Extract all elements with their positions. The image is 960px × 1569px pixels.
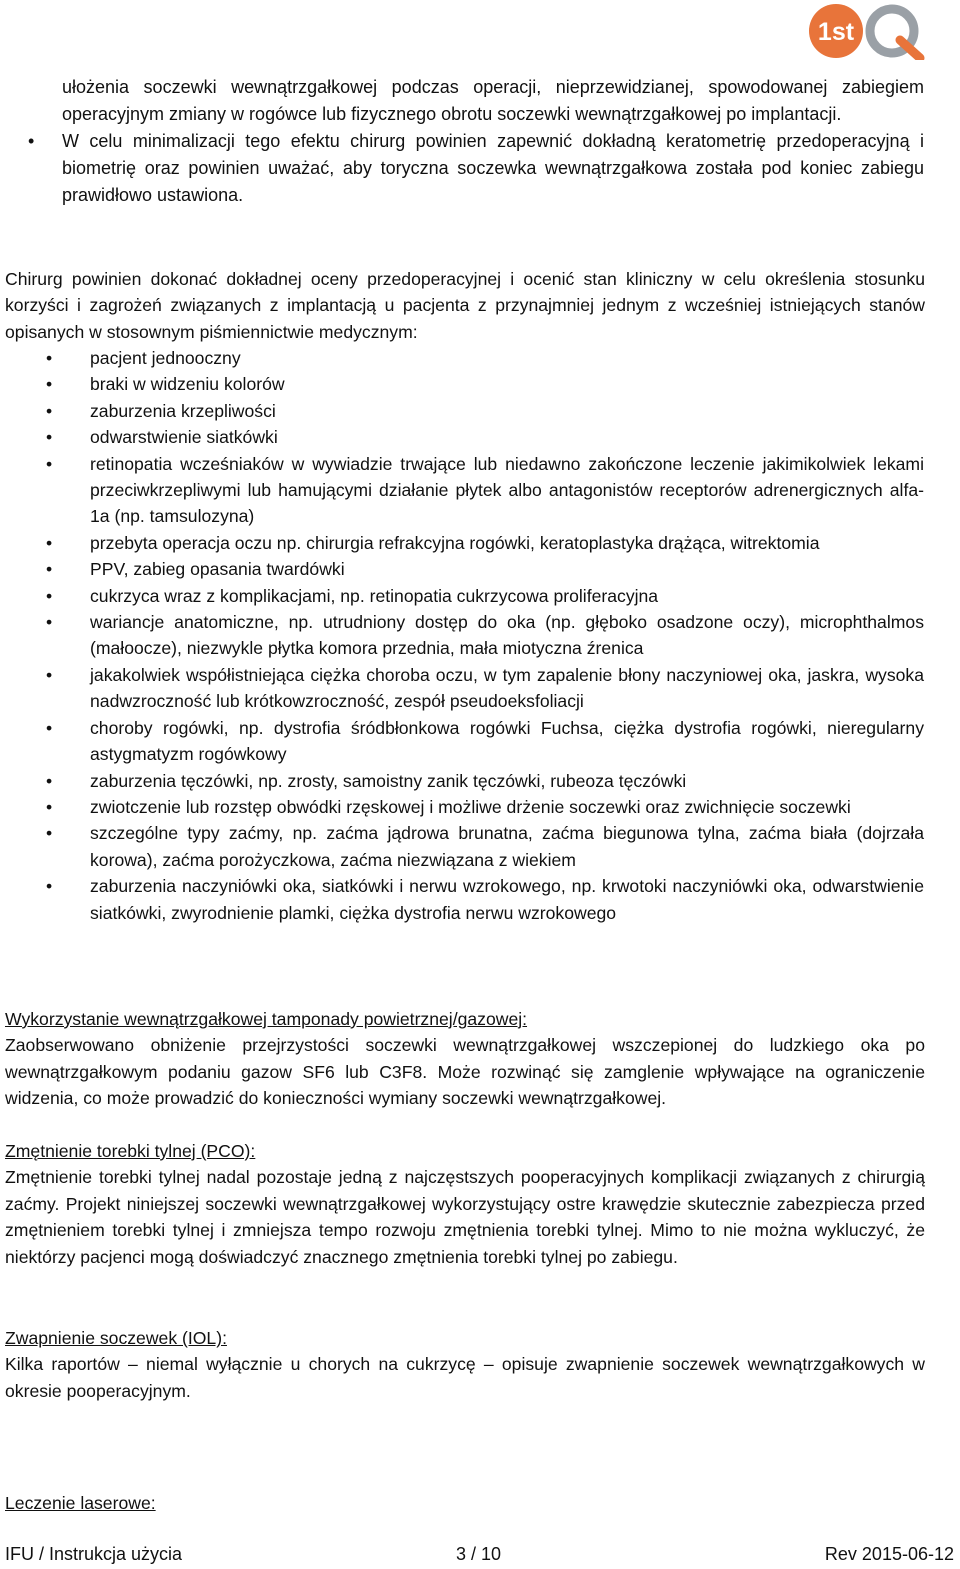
section-text: Zmętnienie torebki tylnej nadal pozostaje jedną z najczęstszych pooperacyjnych komplikacji związanych z chirurgią zaćmy. Projekt niniejszej soczewki wewnątrzgałkowej wykorzystujący ostre krawędzie skutecznie zabezpiecza przed zmętnieniem torebki tylnej i zmniejsza tempo rozwoju zmętnienia torebki tylnej. Mimo to nie można wykluczyć, że niektórzy pacjenci mogą doświadczyć znacznego zmętnienia torebki tylnej po zabiegu.	[5, 1167, 925, 1267]
company-logo	[804, 2, 926, 60]
section-laser-treatment	[5, 1490, 925, 1516]
list-item: • jakakolwiek współistniejąca ciężka choroba oczu, w tym zapalenie błony naczyniowej oka, jaskra, wysoka nadwzroczność lub krótkowzroczność, zespół pseudoeksfoliacji	[0, 662, 960, 715]
list-item: • cukrzyca wraz z komplikacjami, np. retinopatia cukrzycowa proliferacyjna	[0, 583, 960, 609]
footer-page-number: 3 / 10	[456, 1544, 502, 1564]
section-pco	[5, 1138, 925, 1270]
list-item: • zwiotczenie lub rozstęp obwódki rzęskowej i możliwe drżenie soczewki oraz zwichnięcie soczewki	[0, 794, 960, 820]
list-item: • pacjent jednooczny	[0, 345, 960, 371]
footer-document-title: IFU / Instrukcja użycia	[5, 1544, 183, 1564]
list-item: • przebyta operacja oczu np. chirurgia refrakcyjna rogówki, keratoplastyka drążąca, witrektomia	[0, 530, 960, 556]
list-item: • zaburzenia krzepliwości	[0, 398, 960, 424]
list-item: • odwarstwienie siatkówki	[0, 424, 960, 450]
section-gas-tamponade	[5, 1006, 925, 1112]
list-item: • choroby rogówki, np. dystrofia śródbłonkowa rogówki Fuchsa, ciężka dystrofia rogówki, nieregularny astygmatyzm rogówkowy	[0, 715, 960, 768]
section-heading: Zmętnienie torebki tylnej (PCO):	[5, 1141, 256, 1161]
top-list	[0, 74, 960, 209]
logo-brand-text: 1st	[817, 18, 855, 46]
section-calcification	[5, 1325, 925, 1404]
list-item: • zaburzenia naczyniówki oka, siatkówki i nerwu wzrokowego, np. krwotoki naczyniówki oka, odwarstwienie siatkówki, zwyrodnienie plamki, ciężka dystrofia nerwu wzrokowego	[0, 873, 960, 926]
section-heading: Wykorzystanie wewnątrzgałkowej tamponady powietrznej/gazowej:	[5, 1009, 528, 1029]
page-footer	[0, 1544, 960, 1568]
conditions-list	[0, 345, 960, 926]
footer-revision: Rev 2015-06-12	[824, 1544, 954, 1564]
list-item: • retinopatia wcześniaków w wywiadzie trwające lub niedawno zakończone leczenie jakimikolwiek lekami przeciwkrzepliwymi lub hamującymi działanie płytek albo antagonistów receptorów adrenergicznych alfa-1a (np. tamsulozyna)	[0, 451, 960, 530]
list-item: • PPV, zabieg opasania twardówki	[0, 556, 960, 582]
section-heading: Zwapnienie soczewek (IOL):	[5, 1328, 227, 1348]
intro-paragraph: Chirurg powinien dokonać dokładnej oceny przedoperacyjnej i ocenić stan kliniczny w celu określenia stosunku korzyści i zagrożeń związanych z implantacją u pacjenta z przynajmniej jednym z wcześniej istniejących stanów opisanych w stosownym piśmiennictwie medycznym:	[5, 269, 925, 342]
section-heading: Leczenie laserowe:	[5, 1493, 156, 1513]
section-text: Zaobserwowano obniżenie przejrzystości soczewki wewnątrzgałkowej wszczepionej do ludzkiego oka po wewnątrzgałkowym podaniu gazow SF6 lub C3F8. Może rozwinąć się zamglenie wpływające na ograniczenie widzenia, co może prowadzić do konieczności wymiany soczewki wewnątrzgałkowej.	[5, 1035, 925, 1109]
list-item: • szczególne typy zaćmy, np. zaćma jądrowa brunatna, zaćma biegunowa tylna, zaćma biała (dojrzała korowa), zaćma porożyczkowa, zaćma niezwiązana z wiekiem	[0, 820, 960, 873]
section-text: Kilka raportów – niemal wyłącznie u chorych na cukrzycę – opisuje zwapnienie soczewek wewnątrzgałkowych w okresie pooperacyjnym.	[5, 1354, 925, 1401]
list-item: • braki w widzeniu kolorów	[0, 371, 960, 397]
top-list-item-toric-alignment: • W celu minimalizacji tego efektu chirurg powinien zapewnić dokładną keratometrię przedoperacyjną i biometrię oraz powinien uważać, aby toryczna soczewka wewnątrzgałkowa została pod koniec zabiegu prawidłowo ustawiona.	[0, 128, 960, 209]
top-list-item-continued: ułożenia soczewki wewnątrzgałkowej podczas operacji, nieprzewidzianej, spowodowanej zabiegiem operacyjnym zmiany w rogówce lub fizycznego obrotu soczewki wewnątrzgałkowej po implantacji.	[62, 77, 924, 124]
list-item: • wariancje anatomiczne, np. utrudniony dostęp do oka (np. głęboko osadzone oczy), microphthalmos (małoocze), niezwykle płytka komora przednia, mała miotyczna źrenica	[0, 609, 960, 662]
q-logo-icon	[804, 2, 926, 60]
list-item: • zaburzenia tęczówki, np. zrosty, samoistny zanik tęczówki, rubeoza tęczówki	[0, 768, 960, 794]
